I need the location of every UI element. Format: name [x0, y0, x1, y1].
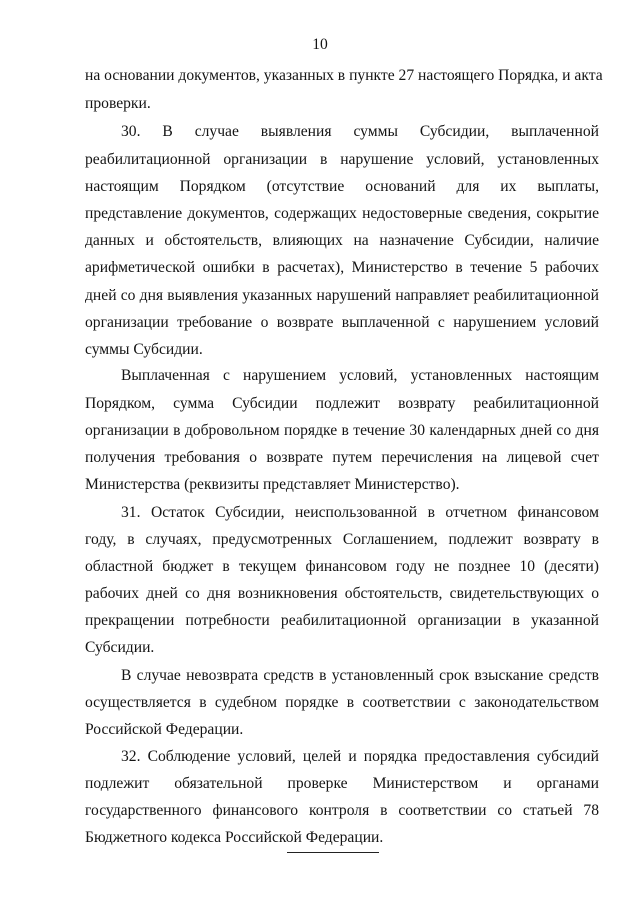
text-line: суммы Субсидии. — [85, 341, 203, 358]
text-line: осуществляется в судебном порядке в соответствии с законодательством — [85, 694, 599, 711]
text-line: настоящим Порядком (отсутствие оснований для их выплаты, — [85, 178, 599, 195]
text-line: рабочих дней со дня возникновения обстоятельств, свидетельствующих о — [85, 585, 599, 602]
text-line: Выплаченная с нарушением условий, установленных настоящим — [121, 367, 599, 384]
text-line: В случае невозврата средств в установленный срок взыскание средств — [121, 667, 599, 684]
text-line: организации требование о возврате выплаченной с нарушением условий — [85, 314, 599, 331]
text-line: дней со дня выявления указанных нарушений направляет реабилитационной — [85, 287, 599, 304]
text-line: государственного финансового контроля в соответствии со статьей 78 — [85, 802, 599, 819]
text-line: Порядком, сумма Субсидии подлежит возврату реабилитационной — [85, 395, 599, 412]
closing-rule — [287, 852, 379, 853]
text-line: Бюджетного кодекса Российской Федерации. — [85, 829, 384, 846]
text-line: представление документов, содержащих недостоверные сведения, сокрытие — [85, 205, 599, 222]
text-line: 32. Соблюдение условий, целей и порядка предоставления субсидий — [121, 748, 599, 765]
text-line: Российской Федерации. — [85, 721, 244, 738]
text-line: реабилитационной организации в нарушение условий, установленных — [85, 151, 599, 168]
text-line: на основании документов, указанных в пункте 27 настоящего Порядка, и акта — [85, 67, 603, 84]
text-line: арифметической ошибки в расчетах), Министерство в течение 5 рабочих — [85, 259, 599, 276]
page-number: 10 — [312, 36, 328, 53]
text-line: данных и обстоятельств, влияющих на назначение Субсидии, наличие — [85, 232, 599, 249]
text-line: проверки. — [85, 95, 151, 112]
text-line: подлежит обязательной проверке Министерством и органами — [85, 775, 599, 792]
text-line: получения требования о возврате путем перечисления на лицевой счет — [85, 449, 599, 466]
text-line: организации в добровольном порядке в течение 30 календарных дней со дня — [85, 422, 599, 439]
text-line: 31. Остаток Субсидии, неиспользованной в отчетном финансовом — [121, 504, 599, 521]
text-line: Министерства (реквизиты представляет Министерство). — [85, 476, 460, 493]
text-line: прекращении потребности реабилитационной организации в указанной — [85, 612, 599, 629]
text-line: Субсидии. — [85, 639, 155, 656]
text-line: 30. В случае выявления суммы Субсидии, выплаченной — [121, 123, 599, 140]
text-line: году, в случаях, предусмотренных Соглашением, подлежит возврату в — [85, 531, 599, 548]
text-line: областной бюджет в текущем финансовом году не позднее 10 (десяти) — [85, 558, 599, 575]
